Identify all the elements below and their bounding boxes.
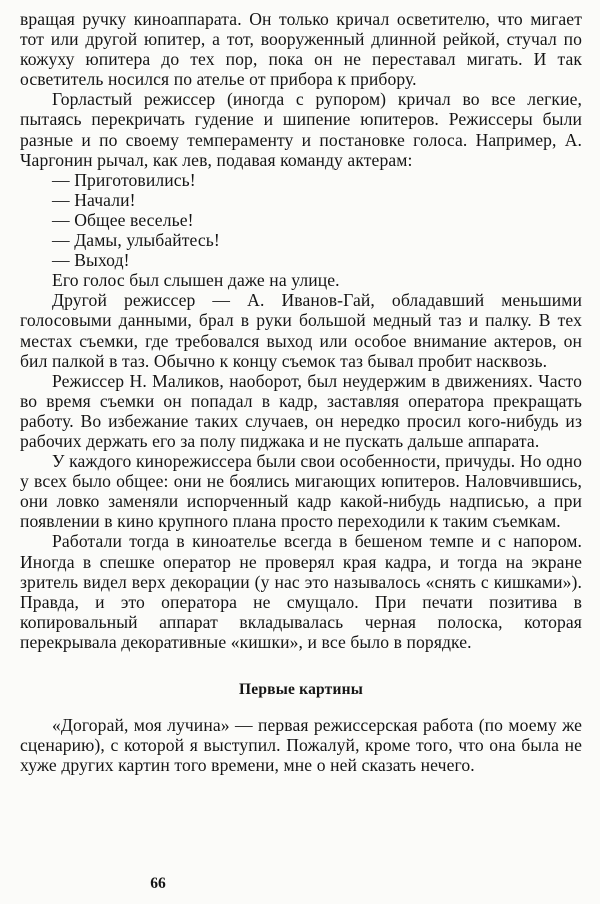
- paragraph-director-quirks: У каждого кинорежиссера были свои особенности, причуды. Но одно у всех было общее: они не боялись мигающих юпитеров. Наловчившись, они ловко заменяли испорченный кадр какой-нибудь надписью, а при появлении в кино крупного плана просто переходили к таким съемкам.: [20, 451, 582, 532]
- command-line: — Общее веселье!: [52, 209, 194, 230]
- command-line: — Начали!: [52, 189, 136, 210]
- paragraph-ivanov-gai: Другой режиссер — А. Иванов-Гай, обладавший меньшими голосовыми данными, брал в руки большой медный таз и палку. В тех местах съемки, где требовался выход или особое внимание актеров, он бил палкой в таз. Обычно к концу съемок таз бывал пробит насквозь.: [20, 290, 582, 371]
- paragraph-fast-pace: Работали тогда в киноателье всегда в бешеном темпе и с напором. Иногда в спешке оператор не проверял края кадра, и тогда на экране зритель видел верх декорации (у нас это называлось «снять с кишками»). Правда, и это оператора не смущало. При печати позитива в копировальный аппарат вкладывалась черная полоска, которая перекрывала декоративные «кишки», и все было в порядке.: [20, 531, 582, 652]
- director-commands: [20, 170, 582, 270]
- paragraph-first-film: «Догорай, моя лучина» — первая режиссерская работа (по моему же сценарию), с которой я выступил. Пожалуй, кроме того, что она была не хуже других картин того времени, мне о ней сказать нечего.: [20, 715, 582, 776]
- page-number-value: 66: [150, 875, 166, 892]
- paragraph-loud-director: Горластый режиссер (иногда с рупором) кричал во все легкие, пытаясь перекричать гудение и шипение юпитеров. Режиссеры были разные и по своему темпераменту и постановке голоса. Например, А. Чаргонин рычал, как лев, подавая команду актерам:: [20, 89, 582, 170]
- paragraph-lighting-continuation: вращая ручку киноаппарата. Он только кричал осветителю, что мигает тот или другой юпитер, а тот, вооруженный длинной рейкой, стучал по кожуху юпитера до тех пор, пока он не переставал мигать. И так осветитель носился по ателье от прибора к прибору.: [20, 9, 582, 90]
- book-page: [20, 9, 582, 775]
- command-line: — Выход!: [52, 250, 130, 271]
- command-line: — Дамы, улыбайтесь!: [52, 230, 220, 251]
- section-heading: Первые картины: [238, 681, 364, 698]
- command-line: — Приготовились!: [52, 169, 196, 190]
- paragraph-voice-heard: Его голос был слышен даже на улице.: [52, 270, 340, 291]
- paragraph-malikov: Режиссер Н. Маликов, наоборот, был неудержим в движениях. Часто во время съемки он попадал в кадр, заставляя оператора прекращать работу. Во избежание таких случаев, он нередко просил кого-нибудь из рабочих держать его за полу пиджака и не пускать дальше аппарата.: [20, 370, 582, 451]
- page-number: [0, 875, 600, 893]
